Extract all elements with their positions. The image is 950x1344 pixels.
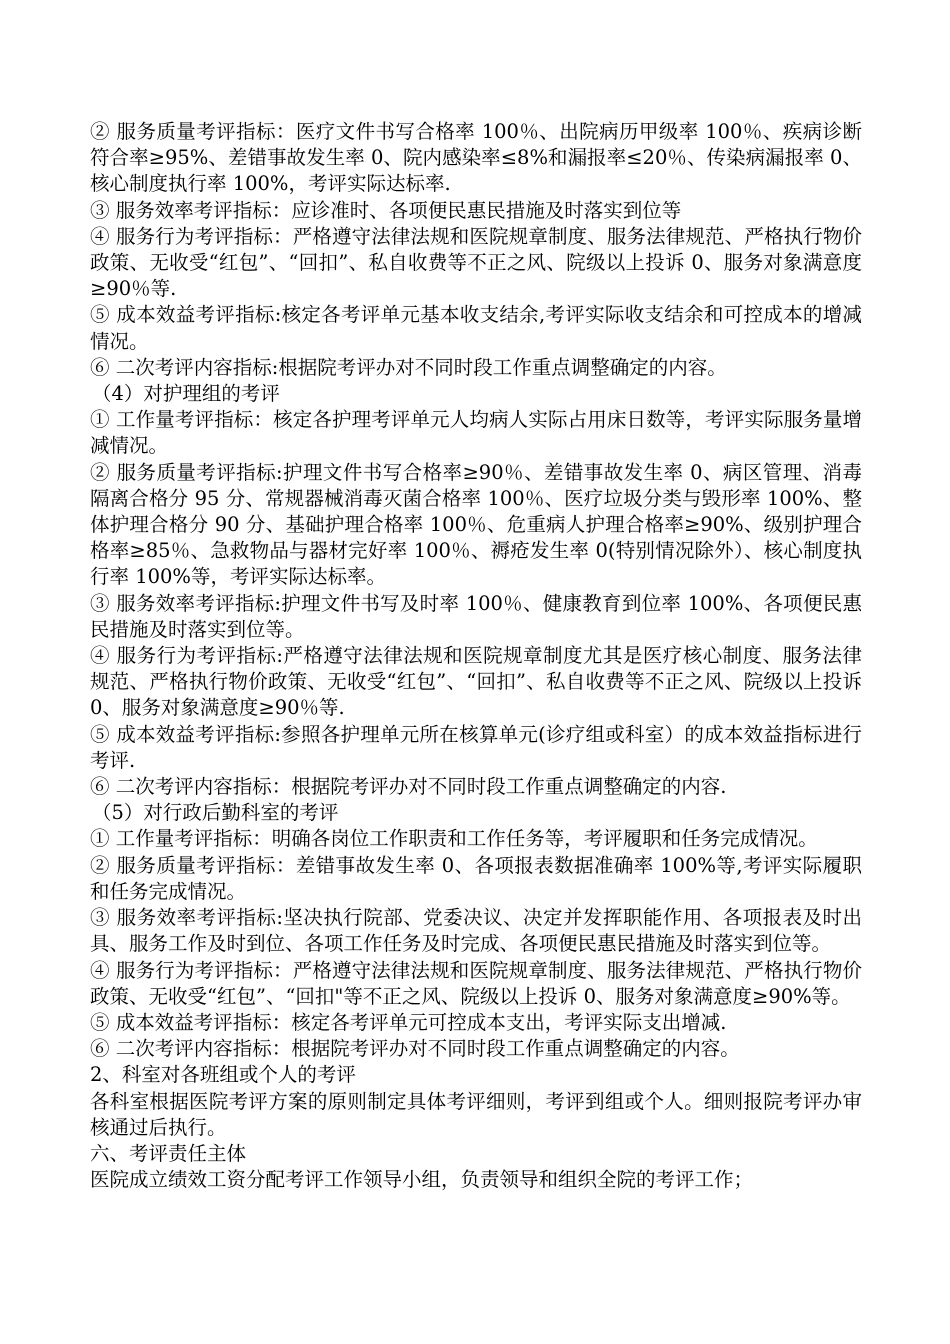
section-heading-department-evaluation: 2、科室对各班组或个人的考评 xyxy=(90,1063,356,1087)
paragraph-nursing-quality-indicators: ② 服务质量考评指标:护理文件书写合格率≥90％、差错事故发生率 0、病区管理、消毒隔离合格分 95 分、常规器械消毒灭菌合格率 100％、医疗垃圾分类与毁形率 100%、整体护理合格分 90 分、基础护理合格率 100％、危重病人护理合格率≥90%、级别护理合格率≥85％、急救物品与器材完好率 100％、褥疮发生率 0(特别情况除外）、核心制度执行率 100%等，考评实际达标率。 xyxy=(90,460,862,589)
paragraph-department-evaluation-rules: 各科室根据医院考评方案的原则制定具体考评细则，考评到组或个人。细则报院考评办审核通过后执行。 xyxy=(90,1089,862,1139)
paragraph-admin-behavior-indicators: ④ 服务行为考评指标：严格遵守法律法规和医院规章制度、服务法律规范、严格执行物价政策、无收受“红包”、“回扣"等不正之风、院级以上投诉 0、服务对象满意度≥90%等。 xyxy=(90,958,862,1008)
paragraph-admin-efficiency-indicators: ③ 服务效率考评指标:坚决执行院部、党委决议、决定并发挥职能作用、各项报表及时出具、服务工作及时到位、各项工作任务及时完成、各项便民惠民措施及时落实到位等。 xyxy=(90,906,862,956)
paragraph-nursing-efficiency-indicators: ③ 服务效率考评指标:护理文件书写及时率 100％、健康教育到位率 100%、各项便民惠民措施及时落实到位等。 xyxy=(90,591,862,641)
paragraph-nursing-behavior-indicators: ④ 服务行为考评指标:严格遵守法律法规和医院规章制度尤其是医疗核心制度、服务法律规范、严格执行物价政策、无收受“红包”、“回扣”、私自收费等不正之风、院级以上投诉 0、服务对象满意度≥90％等. xyxy=(90,644,862,720)
paragraph-service-efficiency-indicators: ③ 服务效率考评指标：应诊准时、各项便民惠民措施及时落实到位等 xyxy=(90,198,682,222)
paragraph-secondary-evaluation-indicators: ⑥ 二次考评内容指标:根据院考评办对不同时段工作重点调整确定的内容。 xyxy=(90,355,727,379)
paragraph-admin-cost-benefit-indicators: ⑤ 成本效益考评指标：核定各考评单元可控成本支出，考评实际支出增减. xyxy=(90,1010,727,1034)
paragraph-cost-benefit-indicators: ⑤ 成本效益考评指标:核定各考评单元基本收支结余,考评实际收支结余和可控成本的增减情况。 xyxy=(90,303,862,353)
paragraph-admin-quality-indicators: ② 服务质量考评指标：差错事故发生率 0、各项报表数据准确率 100%等,考评实际履职和任务完成情况。 xyxy=(90,853,862,903)
section-heading-responsibility: 六、考评责任主体 xyxy=(90,1141,247,1165)
section-heading-admin-logistics: （5）对行政后勤科室的考评 xyxy=(92,801,339,825)
paragraph-admin-workload-indicators: ① 工作量考评指标：明确各岗位工作职责和工作任务等，考评履职和任务完成情况。 xyxy=(90,827,818,851)
paragraph-leadership-group: 医院成立绩效工资分配考评工作领导小组，负责领导和组织全院的考评工作； xyxy=(90,1168,754,1192)
paragraph-nursing-secondary-indicators: ⑥ 二次考评内容指标：根据院考评办对不同时段工作重点调整确定的内容. xyxy=(90,775,727,799)
paragraph-nursing-workload-indicators: ① 工作量考评指标：核定各护理考评单元人均病人实际占用床日数等，考评实际服务量增减情况。 xyxy=(90,408,862,458)
paragraph-nursing-cost-benefit-indicators: ⑤ 成本效益考评指标:参照各护理单元所在核算单元(诊疗组或科室）的成本效益指标进行考评. xyxy=(90,722,862,772)
paragraph-admin-secondary-indicators: ⑥ 二次考评内容指标：根据院考评办对不同时段工作重点调整确定的内容。 xyxy=(90,1037,740,1061)
paragraph-service-quality-indicators: ② 服务质量考评指标：医疗文件书写合格率 100％、出院病历甲级率 100％、疾病诊断符合率≥95%、差错事故发生率 0、院内感染率≤8%和漏报率≤20％、传染病漏报率 0、核心制度执行率 100%，考评实际达标率. xyxy=(90,120,862,196)
paragraph-service-behavior-indicators: ④ 服务行为考评指标：严格遵守法律法规和医院规章制度、服务法律规范、严格执行物价政策、无收受“红包”、“回扣”、私自收费等不正之风、院级以上投诉 0、服务对象满意度≥90％等. xyxy=(90,224,862,301)
document-body xyxy=(90,119,862,1193)
section-heading-nursing-group: （4）对护理组的考评 xyxy=(92,382,280,406)
